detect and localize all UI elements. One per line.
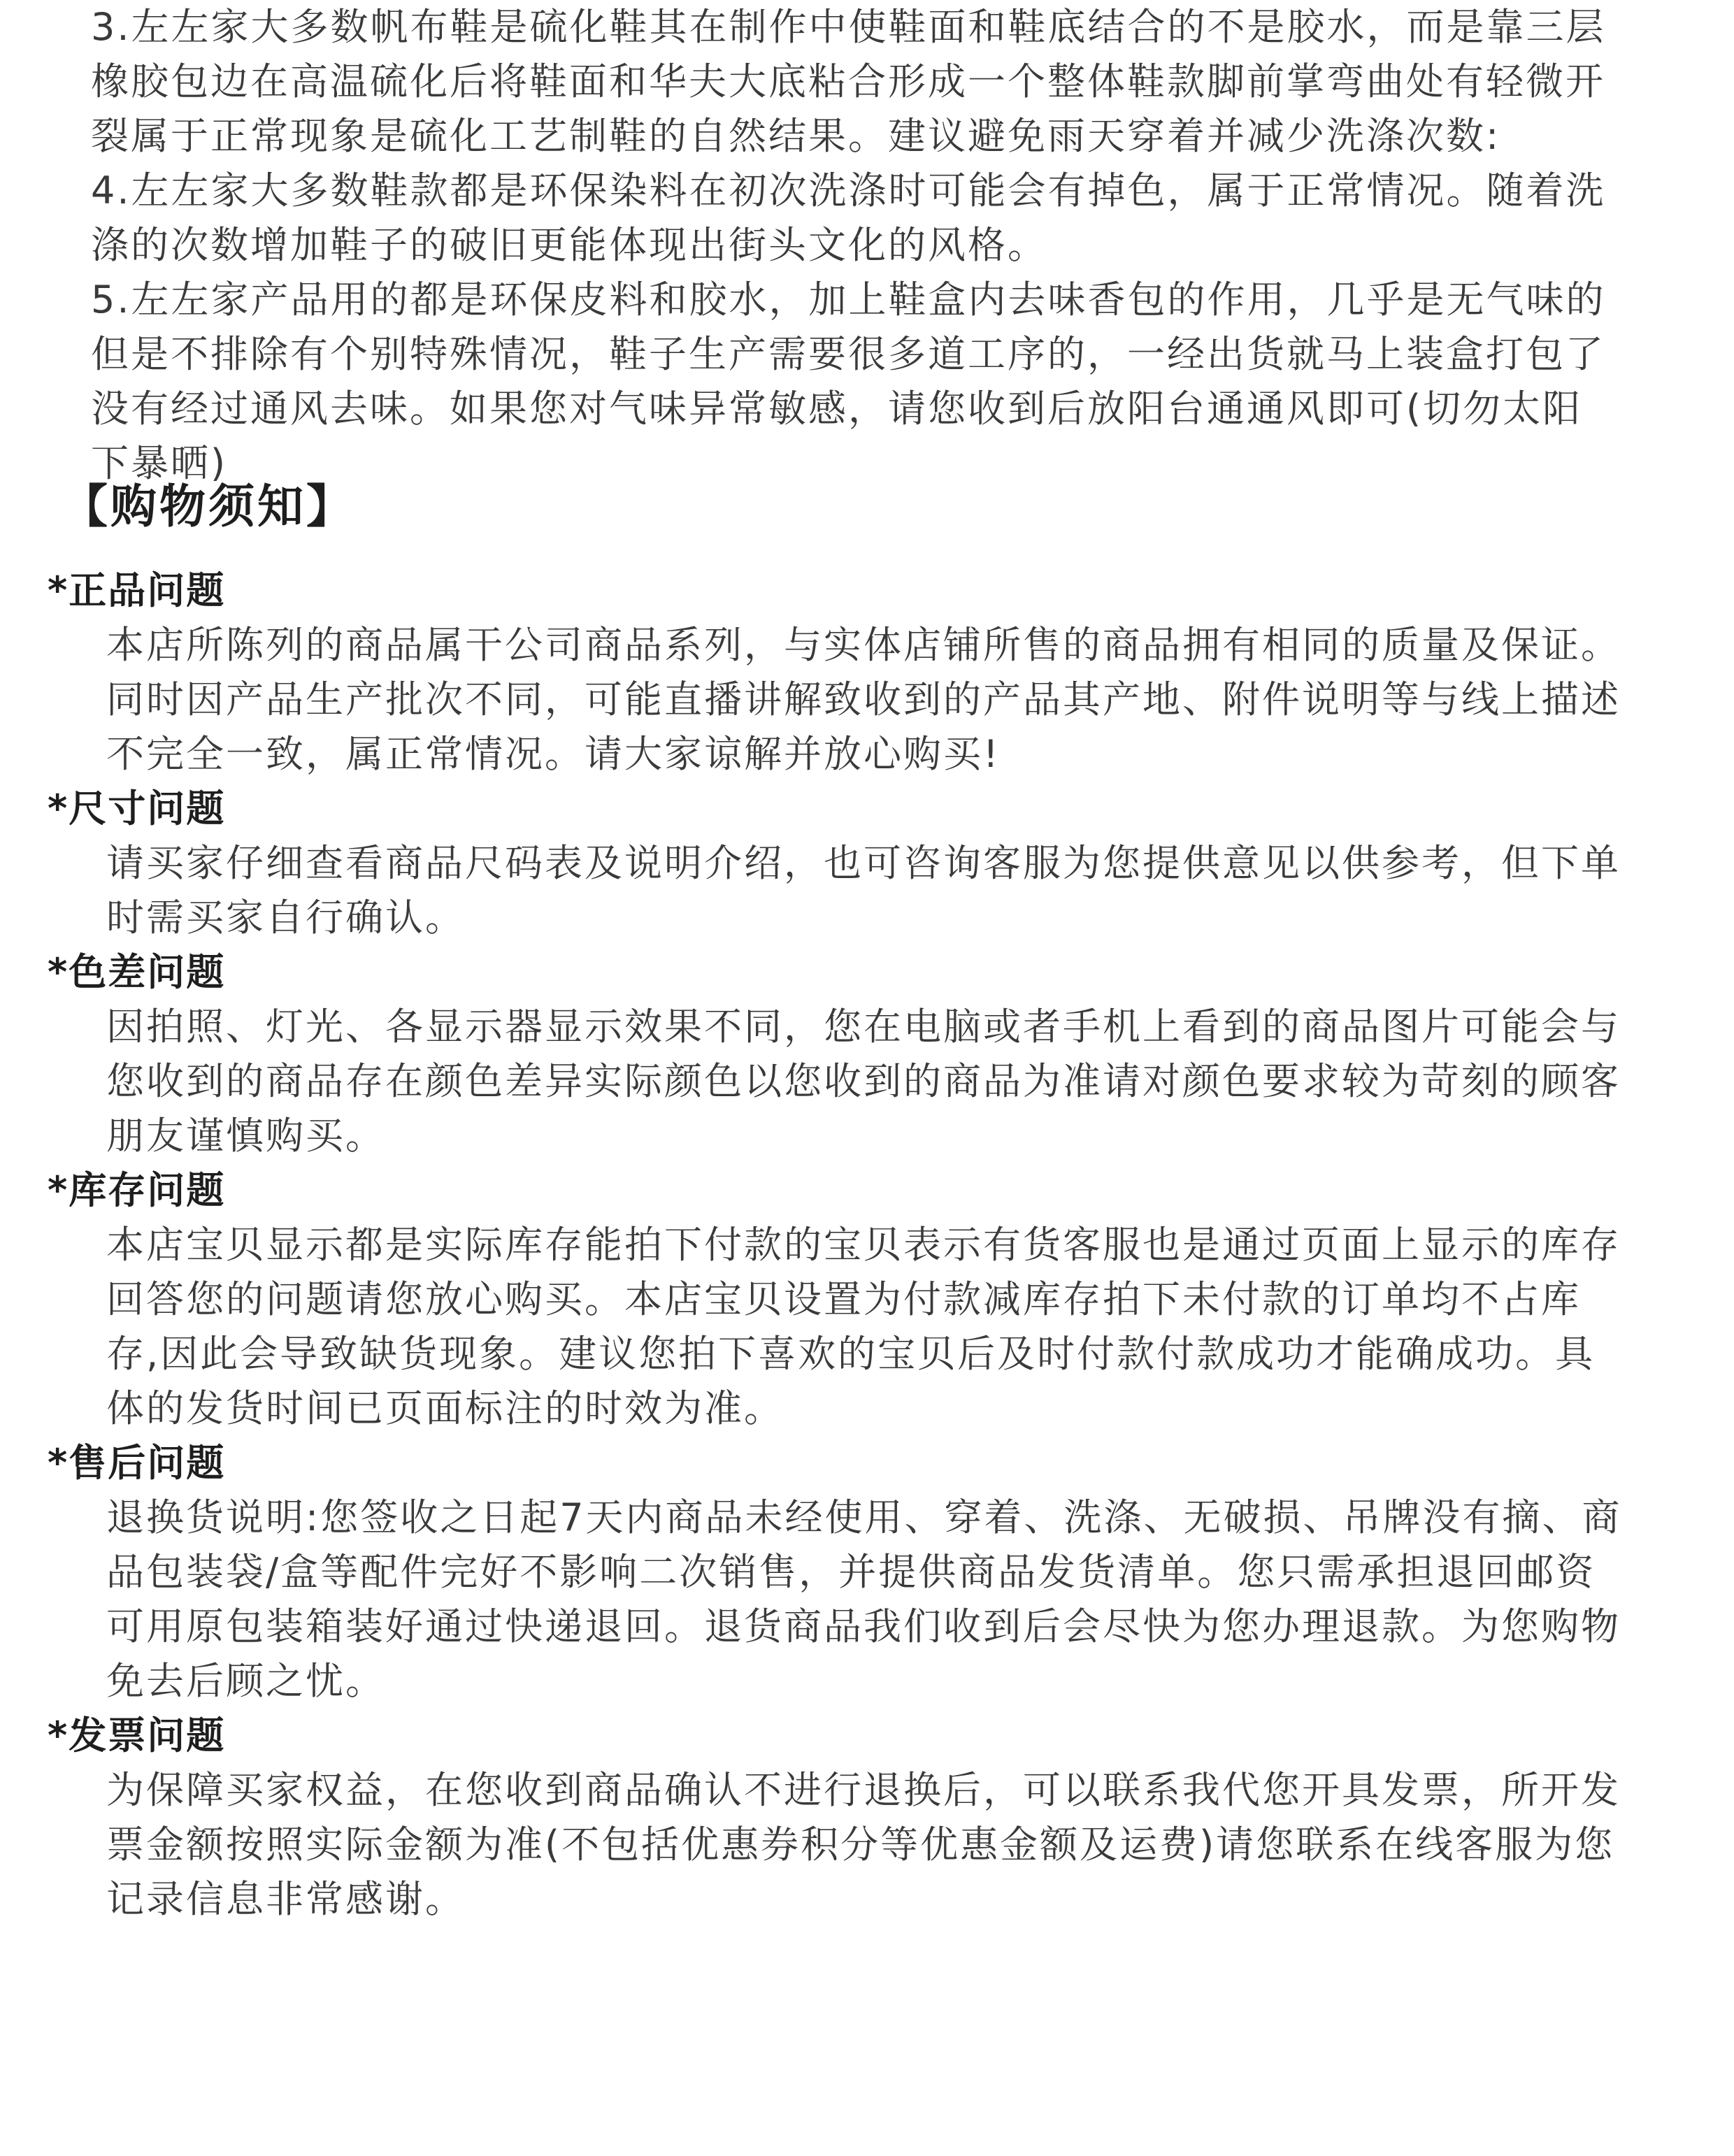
care-note-dye: 4.左左家大多数鞋款都是环保染料在初次洗涤时可能会有掉色，属于正常情况。随着洗涤的次数增加鞋子的破旧更能体现出街头文化的风格。: [91, 168, 1606, 267]
notice-heading: *正品问题: [48, 568, 226, 612]
notice-heading: *色差问题: [48, 950, 226, 994]
notice-body: 本店宝贝显示都是实际库存能拍下付款的宝贝表示有货客服也是通过页面上显示的库存回答您的问题请您放心购买。本店宝贝设置为付款减库存拍下未付款的订单均不占库存,因此会导致缺货现象。建议您拍下喜欢的宝贝后及时付款付款成功才能确成功。具体的发货时间已页面标注的时效为准。: [106, 1223, 1621, 1430]
notice-heading: *售后问题: [48, 1441, 226, 1485]
notice-body: 为保障买家权益，在您收到商品确认不进行退换后，可以联系我代您开具发票，所开发票金额按照实际金额为准(不包括优惠券积分等优惠金额及运费)请您联系在线客服为您记录信息非常感谢。: [106, 1768, 1621, 1921]
notice-body: 本店所陈列的商品属干公司商品系列，与实体店铺所售的商品拥有相同的质量及保证。同时因产品生产批次不同，可能直播讲解致收到的产品其产地、附件说明等与线上描述不完全一致，属正常情况。请大家谅解并放心购买!: [106, 623, 1621, 776]
notice-size: [48, 782, 1628, 945]
shopping-notice-title: 【购物须知】: [62, 480, 355, 533]
notice-color-difference: [48, 945, 1628, 1163]
notice-heading: *库存问题: [48, 1168, 226, 1212]
notice-inventory: [48, 1163, 1628, 1436]
notice-heading: *发票问题: [48, 1713, 226, 1758]
care-note-odor: 5.左左家产品用的都是环保皮料和胶水，加上鞋盒内去味香包的作用，几乎是无气味的但是不排除有个别特殊情况，鞋子生产需要很多道工序的，一经出货就马上装盒打包了没有经过通风去味。如果您对气味异常敏感，请您收到后放阳台通通风即可(切勿太阳下暴晒): [91, 278, 1606, 485]
care-notes: [91, 0, 1615, 491]
care-note-vulcanized: 3.左左家大多数帆布鞋是硫化鞋其在制作中使鞋面和鞋底结合的不是胶水，而是靠三层橡胶包边在高温硫化后将鞋面和华夫大底粘合形成一个整体鞋款脚前掌弯曲处有轻微开裂属于正常现象是硫化工艺制鞋的自然结果。建议避免雨天穿着并减少洗涤次数:: [91, 5, 1606, 158]
notice-body: 因拍照、灯光、各显示器显示效果不同，您在电脑或者手机上看到的商品图片可能会与您收到的商品存在颜色差异实际颜色以您收到的商品为准请对颜色要求较为苛刻的顾客朋友谨慎购买。: [106, 1005, 1621, 1158]
notice-authenticity: [48, 563, 1628, 782]
notice-body: 退换货说明:您签收之日起7天内商品未经使用、穿着、洗涤、无破损、吊牌没有摘、商品包装袋/盒等配件完好不影响二次销售，并提供商品发货清单。您只需承担退回邮资可用原包装箱装好通过快递退回。退货商品我们收到后会尽快为您办理退款。为您购物免去后顾之忧。: [106, 1495, 1622, 1703]
notice-body: 请买家仔细查看商品尺码表及说明介绍，也可咨询客服为您提供意见以供参考，但下单时需买家自行确认。: [106, 841, 1621, 940]
shopping-notice-list: [48, 563, 1628, 1927]
notice-invoice: [48, 1709, 1628, 1927]
notice-heading: *尺寸问题: [48, 786, 226, 831]
notice-after-sales: [48, 1436, 1628, 1709]
